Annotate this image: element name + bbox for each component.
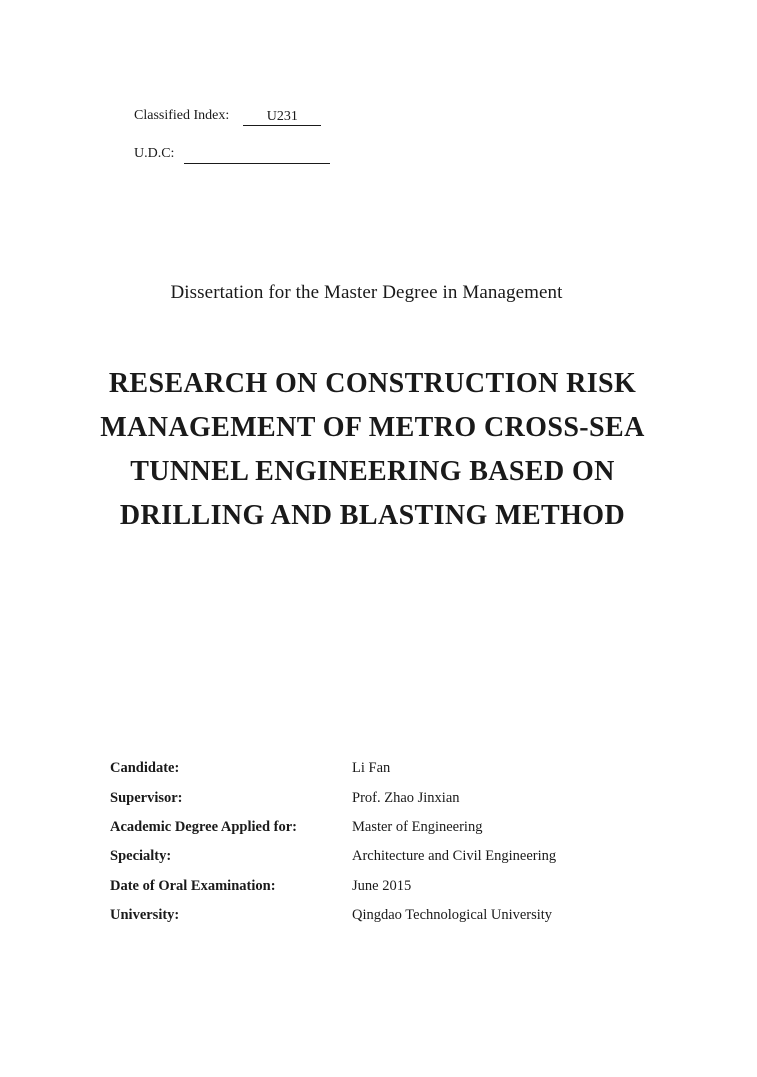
info-value: Prof. Zhao Jinxian [352,789,460,806]
info-row-candidate [110,754,556,783]
info-value: Qingdao Technological University [352,907,553,924]
info-row-examination-date [110,872,556,901]
info-value: June 2015 [352,877,412,894]
udc-value [184,147,330,164]
udc-row [134,142,330,164]
candidate-info-table [110,754,556,930]
title-line: TUNNEL ENGINEERING BASED ON [130,456,615,487]
info-label: Academic Degree Applied for: [110,818,297,835]
udc-label: U.D.C: [134,146,175,161]
info-value: Master of Engineering [352,818,483,835]
classified-index-row [134,104,330,126]
info-label: Candidate: [110,760,180,777]
info-value: Li Fan [352,760,391,777]
classified-index-value: U231 [243,109,321,126]
info-row-degree [110,813,556,842]
classified-index-label: Classified Index: [134,108,230,123]
info-row-specialty [110,842,556,871]
info-label: Supervisor: [110,789,183,806]
info-label: University: [110,907,180,924]
title-line: RESEARCH ON CONSTRUCTION RISK [108,368,637,399]
info-value: Architecture and Civil Engineering [352,848,557,865]
dissertation-title [0,362,751,538]
info-label: Date of Oral Examination: [110,877,276,894]
info-row-supervisor [110,783,556,812]
dissertation-subtitle: Dissertation for the Master Degree in Management [170,282,563,303]
info-label: Specialty: [110,848,172,865]
title-line: DRILLING AND BLASTING METHOD [119,500,626,531]
title-line: MANAGEMENT OF METRO CROSS-SEA [100,412,645,443]
index-block [134,104,330,180]
info-row-university [110,901,556,930]
